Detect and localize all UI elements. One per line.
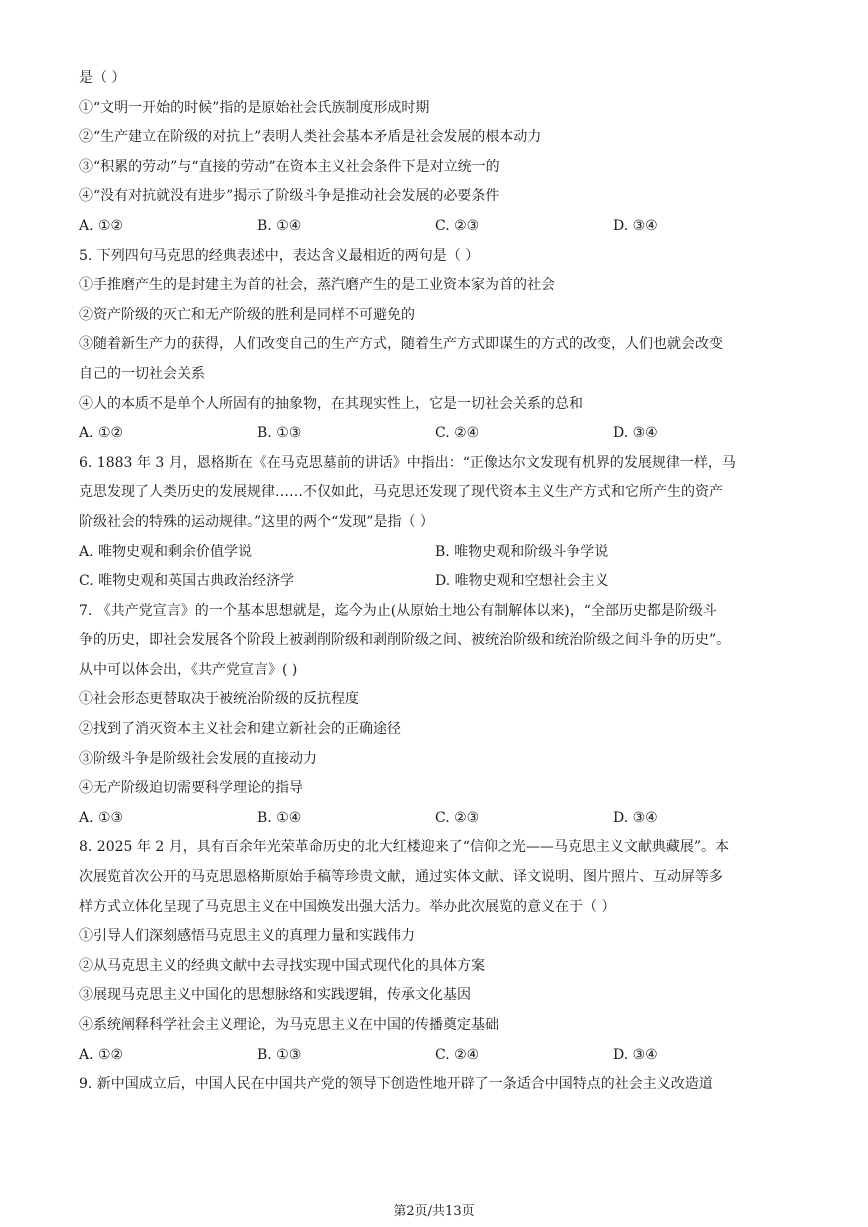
q5-option-b: B. ①③ [257,425,302,442]
q6-option-d: D. 唯物史观和空想社会主义 [435,573,609,590]
q4-option-a: A. ①② [79,217,124,234]
page-content [79,64,801,1100]
q5-stem: 5. 下列四句马克思的经典表述中，表达含义最相近的两句是（ ） [79,247,480,264]
q6-options-row-2 [79,567,801,597]
q8-statement: ④系统阐释科学社会主义理论，为马克思主义在中国的传播奠定基础 [79,1017,499,1033]
q8-options [79,1041,801,1071]
q7-option-b: B. ①④ [257,809,302,826]
q5-option-c: C. ②④ [435,425,480,442]
q7-stem-line: 从中可以体会出，《共产党宣言》( ) [79,661,298,678]
q7-option-d: D. ③④ [613,809,658,826]
q5-options [79,419,801,449]
q4-statement: ②“生产建立在阶级的对抗上”表明人类社会基本矛盾是社会发展的根本动力 [79,129,542,146]
q8-option-a: A. ①② [79,1046,124,1063]
q8-statement: ①引导人们深刻感悟马克思主义的真理力量和实践伟力 [79,928,415,945]
q7-options [79,804,801,834]
q6-stem-line: 阶级社会的特殊的运动规律。”这里的两个“发现”是指（ ） [79,513,434,530]
q5-option-d: D. ③④ [613,425,658,442]
q7-stem [79,597,801,686]
q7-statement: ①社会形态更替取决于被统治阶级的反抗程度 [79,691,359,708]
q8-statements [79,922,801,1040]
q8-option-d: D. ③④ [613,1046,658,1063]
question-stem-tail: 是（ ） [79,70,126,86]
q8-stem [79,833,801,922]
q5-option-a: A. ①② [79,425,124,442]
page-number: 第2页/共13页 [393,1204,475,1219]
q4-statement: ④“没有对抗就没有进步”揭示了阶级斗争是推动社会发展的必要条件 [79,188,500,205]
q4-statement: ①“文明一开始的时候”指的是原始社会氏族制度形成时期 [79,99,430,116]
q4-option-c: C. ②③ [435,217,480,234]
q6-option-a: A. 唯物史观和剩余价值学说 [79,543,253,560]
q6-options-row-1 [79,538,801,568]
q5-statements [79,271,801,419]
q7-option-c: C. ②③ [435,809,480,826]
q4-options [79,212,801,242]
q5-statement: ④人的本质不是单个人所固有的抽象物，在其现实性上，它是一切社会关系的总和 [79,395,583,412]
q6-option-b: B. 唯物史观和阶级斗争学说 [435,543,609,560]
q7-statement: ③阶级斗争是阶级社会发展的直接动力 [79,750,317,767]
q8-stem-line: 样方式立体化呈现了马克思主义在中国焕发出强大活力。举办此次展览的意义在于（ ） [79,898,616,915]
q7-statement: ④无产阶级迫切需要科学理论的指导 [79,780,303,797]
q5-statement: ②资产阶级的灭亡和无产阶级的胜利是同样不可避免的 [79,306,415,323]
q5-statement: 自己的一切社会关系 [79,365,205,382]
q7-statement: ②找到了消灭资本主义社会和建立新社会的正确途径 [79,721,401,738]
q8-stem-line: 次展览首次公开的马克思恩格斯原始手稿等珍贵文献，通过实体文献、译文说明、图片照片、互动屏等多 [79,869,723,886]
q7-option-a: A. ①③ [79,809,124,826]
q4-option-b: B. ①④ [257,217,302,234]
q9-stem-line: 9. 新中国成立后，中国人民在中国共产党的领导下创造性地开辟了一条适合中国特点的社会主义改造道 [79,1076,713,1093]
q4-statements [79,94,801,212]
q8-statement: ②从马克思主义的经典文献中去寻找实现中国式现代化的具体方案 [79,957,485,974]
q4-option-d: D. ③④ [613,217,658,234]
q6-option-c: C. 唯物史观和英国古典政治经济学 [79,573,295,590]
q7-statements [79,685,801,803]
q8-option-b: B. ①③ [257,1046,302,1063]
q7-stem-line: 争的历史，即社会发展各个阶段上被剥削阶级和剥削阶级之间、被统治阶级和统治阶级之间斗争的历史”。 [79,632,731,649]
q6-stem [79,449,801,538]
q8-statement: ③展现马克思主义中国化的思想脉络和实践逻辑，传承文化基因 [79,987,471,1004]
q8-option-c: C. ②④ [435,1046,480,1063]
q5-statement: ①手推磨产生的是封建主为首的社会，蒸汽磨产生的是工业资本家为首的社会 [79,277,555,294]
q8-stem-line: 8. 2025 年 2 月，具有百余年光荣革命历史的北大红楼迎来了“信仰之光——马克思主义文献典藏展”。本 [79,839,730,856]
q6-stem-line: 克思发现了人类历史的发展规律……不仅如此，马克思还发现了现代资本主义生产方式和它所产生的资产 [79,484,723,501]
q4-statement: ③“积累的劳动”与“直接的劳动”在资本主义社会条件下是对立统一的 [79,158,500,175]
q5-statement: ③随着新生产力的获得，人们改变自己的生产方式，随着生产方式即谋生的方式的改变，人们也就会改变 [79,336,723,353]
q6-stem-line: 6. 1883 年 3 月，恩格斯在《在马克思墓前的讲话》中指出：“正像达尔文发现有机界的发展规律一样，马 [79,454,736,471]
q7-stem-line: 7. 《共产党宣言》的一个基本思想就是，迄今为止(从原始土地公有制解体以来)，“全部历史都是阶级斗 [79,602,717,619]
